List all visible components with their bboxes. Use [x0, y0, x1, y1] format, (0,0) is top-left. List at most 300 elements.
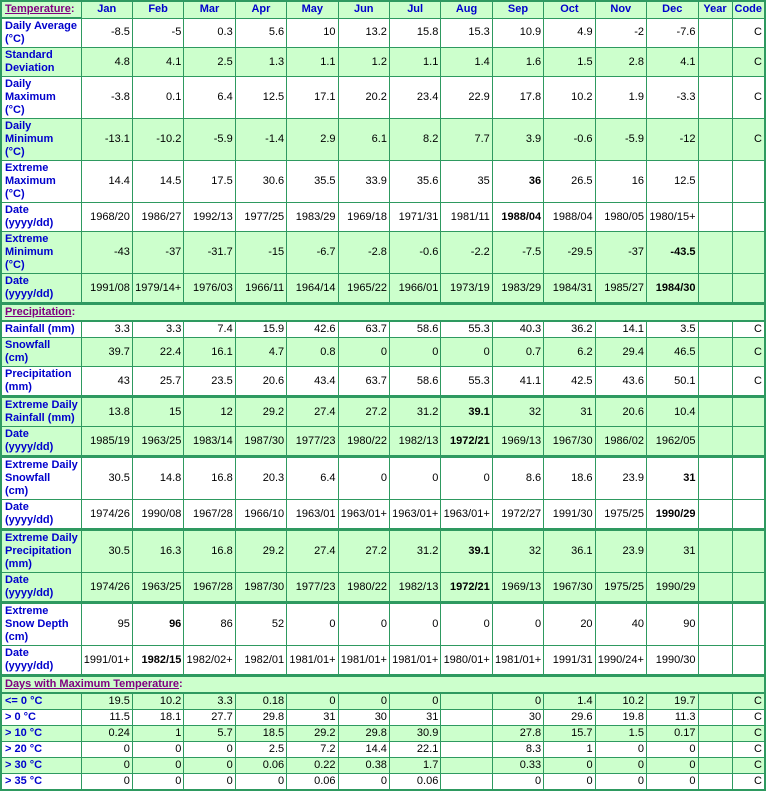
cell-snowfall-apr: 4.7 [235, 338, 286, 367]
cell-extreme-maximum-date-oct: 1988/04 [544, 203, 595, 232]
cell-days-gt-0-code: C [732, 710, 765, 726]
table-row [1, 603, 765, 646]
cell-snowfall-feb: 22.4 [132, 338, 183, 367]
cell-days-gt-30-feb: 0 [132, 758, 183, 774]
cell-days-le-0-nov: 10.2 [595, 693, 646, 710]
cell-extreme-daily-snowfall-nov: 23.9 [595, 457, 646, 500]
cell-days-le-0-dec: 19.7 [646, 693, 698, 710]
row-label-line: (cm) [5, 352, 29, 364]
cell-extreme-maximum-oct: 26.5 [544, 161, 595, 203]
table-row [1, 161, 765, 203]
cell-extreme-daily-rainfall-date-may: 1977/23 [287, 427, 338, 457]
cell-daily-average-jul: 15.8 [389, 18, 440, 48]
row-label-line: Date [5, 428, 29, 440]
cell-days-gt-35-year [698, 774, 732, 791]
cell-rainfall-mar: 7.4 [184, 321, 235, 338]
row-label-extreme-daily-rainfall [1, 397, 81, 427]
cell-extreme-minimum-date-aug: 1973/19 [441, 274, 492, 304]
cell-extreme-daily-precipitation-mar: 16.8 [184, 530, 235, 573]
cell-extreme-minimum-date-jun: 1965/22 [338, 274, 389, 304]
cell-extreme-snow-depth-date-dec: 1990/30 [646, 646, 698, 676]
cell-days-gt-30-jun: 0.38 [338, 758, 389, 774]
cell-precipitation-total-year [698, 367, 732, 397]
cell-extreme-daily-precipitation-date-mar: 1967/28 [184, 573, 235, 603]
cell-extreme-maximum-nov: 16 [595, 161, 646, 203]
cell-extreme-snow-depth-date-nov: 1990/24+ [595, 646, 646, 676]
cell-daily-minimum-feb: -10.2 [132, 119, 183, 161]
cell-extreme-snow-depth-jul: 0 [389, 603, 440, 646]
table-row [1, 367, 765, 397]
cell-daily-maximum-feb: 0.1 [132, 77, 183, 119]
cell-extreme-minimum-may: -6.7 [287, 232, 338, 274]
row-label-extreme-maximum [1, 161, 81, 203]
cell-extreme-snow-depth-date-jan: 1991/01+ [81, 646, 132, 676]
cell-extreme-minimum-date-mar: 1976/03 [184, 274, 235, 304]
cell-daily-average-dec: -7.6 [646, 18, 698, 48]
cell-extreme-daily-precipitation-dec: 31 [646, 530, 698, 573]
cell-extreme-minimum-feb: -37 [132, 232, 183, 274]
cell-extreme-daily-rainfall-date-code [732, 427, 765, 457]
row-label-line: (mm) [5, 381, 32, 393]
cell-days-le-0-jan: 19.5 [81, 693, 132, 710]
cell-daily-maximum-jun: 20.2 [338, 77, 389, 119]
row-label-line: Extreme Daily [5, 399, 78, 411]
row-label-line: Snowfall [5, 339, 51, 351]
cell-standard-deviation-may: 1.1 [287, 48, 338, 77]
cell-days-gt-10-may: 29.2 [287, 726, 338, 742]
cell-days-gt-10-sep: 27.8 [492, 726, 543, 742]
cell-extreme-daily-precipitation-date-nov: 1975/25 [595, 573, 646, 603]
row-label-line: Date [5, 501, 29, 513]
cell-extreme-daily-precipitation-sep: 32 [492, 530, 543, 573]
cell-extreme-daily-snowfall-date-oct: 1991/30 [544, 500, 595, 530]
cell-rainfall-nov: 14.1 [595, 321, 646, 338]
cell-daily-average-oct: 4.9 [544, 18, 595, 48]
cell-extreme-maximum-date-aug: 1981/11 [441, 203, 492, 232]
cell-standard-deviation-mar: 2.5 [184, 48, 235, 77]
cell-extreme-snow-depth-date-jul: 1981/01+ [389, 646, 440, 676]
section-title-colon: : [179, 678, 183, 690]
cell-extreme-daily-rainfall-oct: 31 [544, 397, 595, 427]
col-header-code: Code [732, 1, 765, 18]
cell-daily-minimum-may: 2.9 [287, 119, 338, 161]
cell-days-gt-0-oct: 29.6 [544, 710, 595, 726]
cell-extreme-snow-depth-date-mar: 1982/02+ [184, 646, 235, 676]
cell-extreme-minimum-date-jul: 1966/01 [389, 274, 440, 304]
cell-days-gt-10-nov: 1.5 [595, 726, 646, 742]
row-label-line: (°C) [5, 104, 25, 116]
cell-rainfall-sep: 40.3 [492, 321, 543, 338]
cell-extreme-maximum-sep: 36 [492, 161, 543, 203]
section-title-days-with-maximum-temperature[interactable] [5, 678, 183, 690]
cell-daily-maximum-nov: 1.9 [595, 77, 646, 119]
cell-days-gt-20-nov: 0 [595, 742, 646, 758]
cell-days-gt-20-oct: 1 [544, 742, 595, 758]
cell-extreme-minimum-date-dec: 1984/30 [646, 274, 698, 304]
cell-extreme-minimum-date-apr: 1966/11 [235, 274, 286, 304]
cell-extreme-snow-depth-feb: 96 [132, 603, 183, 646]
row-label-line: (yyyy/dd) [5, 660, 54, 672]
cell-days-gt-35-dec: 0 [646, 774, 698, 791]
cell-extreme-minimum-date-oct: 1984/31 [544, 274, 595, 304]
cell-extreme-daily-precipitation-may: 27.4 [287, 530, 338, 573]
section-title-temperature[interactable] [5, 3, 75, 15]
cell-extreme-daily-rainfall-may: 27.4 [287, 397, 338, 427]
cell-daily-average-apr: 5.6 [235, 18, 286, 48]
cell-extreme-maximum-mar: 17.5 [184, 161, 235, 203]
cell-extreme-daily-rainfall-date-apr: 1987/30 [235, 427, 286, 457]
cell-extreme-snow-depth-code [732, 603, 765, 646]
row-label-extreme-daily-precipitation-date [1, 573, 81, 603]
col-header-may: May [287, 1, 338, 18]
cell-daily-minimum-nov: -5.9 [595, 119, 646, 161]
table-row [1, 48, 765, 77]
row-label-line: Date [5, 275, 29, 287]
cell-precipitation-total-jun: 63.7 [338, 367, 389, 397]
cell-extreme-minimum-date-code [732, 274, 765, 304]
cell-days-gt-0-feb: 18.1 [132, 710, 183, 726]
table-row [1, 646, 765, 676]
table-row [1, 397, 765, 427]
cell-daily-average-nov: -2 [595, 18, 646, 48]
cell-days-gt-10-apr: 18.5 [235, 726, 286, 742]
row-label-days-gt-0 [1, 710, 81, 726]
cell-extreme-daily-rainfall-code [732, 397, 765, 427]
cell-days-gt-30-mar: 0 [184, 758, 235, 774]
cell-extreme-daily-rainfall-jul: 31.2 [389, 397, 440, 427]
cell-snowfall-mar: 16.1 [184, 338, 235, 367]
cell-extreme-daily-snowfall-date-feb: 1990/08 [132, 500, 183, 530]
row-label-line: > 0 °C [5, 711, 36, 723]
cell-days-gt-30-oct: 0 [544, 758, 595, 774]
cell-standard-deviation-feb: 4.1 [132, 48, 183, 77]
cell-precipitation-total-sep: 41.1 [492, 367, 543, 397]
cell-extreme-maximum-date-code [732, 203, 765, 232]
cell-days-gt-10-dec: 0.17 [646, 726, 698, 742]
cell-days-gt-35-jul: 0.06 [389, 774, 440, 791]
cell-precipitation-total-oct: 42.5 [544, 367, 595, 397]
cell-extreme-daily-precipitation-oct: 36.1 [544, 530, 595, 573]
cell-snowfall-nov: 29.4 [595, 338, 646, 367]
cell-daily-average-jan: -8.5 [81, 18, 132, 48]
row-label-line: > 30 °C [5, 759, 43, 771]
cell-extreme-maximum-aug: 35 [441, 161, 492, 203]
cell-standard-deviation-jan: 4.8 [81, 48, 132, 77]
cell-extreme-daily-snowfall-mar: 16.8 [184, 457, 235, 500]
cell-standard-deviation-dec: 4.1 [646, 48, 698, 77]
cell-days-gt-0-jul: 31 [389, 710, 440, 726]
col-header-dec: Dec [646, 1, 698, 18]
cell-days-gt-10-oct: 15.7 [544, 726, 595, 742]
table-row [1, 676, 765, 694]
table-row [1, 500, 765, 530]
cell-days-le-0-may: 0 [287, 693, 338, 710]
cell-extreme-maximum-date-sep: 1988/04 [492, 203, 543, 232]
row-label-daily-maximum [1, 77, 81, 119]
cell-extreme-maximum-date-dec: 1980/15+ [646, 203, 698, 232]
cell-days-gt-10-jan: 0.24 [81, 726, 132, 742]
table-row [1, 710, 765, 726]
cell-daily-maximum-jul: 23.4 [389, 77, 440, 119]
table-row [1, 774, 765, 791]
cell-extreme-minimum-jul: -0.6 [389, 232, 440, 274]
cell-extreme-daily-rainfall-date-jun: 1980/22 [338, 427, 389, 457]
row-label-extreme-daily-snowfall [1, 457, 81, 500]
row-label-line: (yyyy/dd) [5, 441, 54, 453]
col-header-apr: Apr [235, 1, 286, 18]
row-label-daily-average [1, 18, 81, 48]
table-row [1, 758, 765, 774]
cell-days-gt-35-sep: 0 [492, 774, 543, 791]
cell-daily-average-may: 10 [287, 18, 338, 48]
row-label-line: Precipitation [5, 368, 72, 380]
row-label-line: Extreme Daily [5, 459, 78, 471]
row-label-line: (yyyy/dd) [5, 217, 54, 229]
cell-extreme-maximum-date-jul: 1971/31 [389, 203, 440, 232]
row-label-line: (yyyy/dd) [5, 288, 54, 300]
cell-days-gt-30-aug [441, 758, 492, 774]
section-title-colon: : [70, 3, 75, 15]
row-label-line: (°C) [5, 33, 25, 45]
cell-extreme-maximum-date-apr: 1977/25 [235, 203, 286, 232]
cell-days-gt-30-sep: 0.33 [492, 758, 543, 774]
cell-days-le-0-jun: 0 [338, 693, 389, 710]
row-label-days-gt-35 [1, 774, 81, 791]
row-label-daily-minimum [1, 119, 81, 161]
section-header-days-with-maximum-temperature [1, 676, 765, 694]
table-row [1, 457, 765, 500]
cell-days-gt-20-code: C [732, 742, 765, 758]
cell-standard-deviation-code: C [732, 48, 765, 77]
table-row [1, 232, 765, 274]
cell-days-gt-30-year [698, 758, 732, 774]
cell-days-gt-20-year [698, 742, 732, 758]
cell-days-gt-10-jul: 30.9 [389, 726, 440, 742]
table-row [1, 274, 765, 304]
row-label-days-gt-30 [1, 758, 81, 774]
cell-days-gt-10-jun: 29.8 [338, 726, 389, 742]
cell-extreme-daily-rainfall-date-aug: 1972/21 [441, 427, 492, 457]
cell-extreme-maximum-code [732, 161, 765, 203]
cell-extreme-snow-depth-nov: 40 [595, 603, 646, 646]
cell-days-gt-30-may: 0.22 [287, 758, 338, 774]
cell-daily-minimum-jul: 8.2 [389, 119, 440, 161]
cell-extreme-minimum-date-jan: 1991/08 [81, 274, 132, 304]
row-label-extreme-daily-snowfall-date [1, 500, 81, 530]
cell-extreme-snow-depth-year [698, 603, 732, 646]
cell-extreme-daily-rainfall-sep: 32 [492, 397, 543, 427]
cell-extreme-maximum-jan: 14.4 [81, 161, 132, 203]
cell-extreme-daily-precipitation-code [732, 530, 765, 573]
row-label-extreme-maximum-date [1, 203, 81, 232]
table-row [1, 530, 765, 573]
cell-extreme-snow-depth-date-oct: 1991/31 [544, 646, 595, 676]
cell-daily-maximum-apr: 12.5 [235, 77, 286, 119]
cell-extreme-minimum-mar: -31.7 [184, 232, 235, 274]
cell-extreme-snow-depth-date-aug: 1980/01+ [441, 646, 492, 676]
cell-extreme-daily-snowfall-date-year [698, 500, 732, 530]
cell-extreme-daily-snowfall-apr: 20.3 [235, 457, 286, 500]
col-header-nov: Nov [595, 1, 646, 18]
cell-days-gt-0-dec: 11.3 [646, 710, 698, 726]
cell-extreme-daily-snowfall-date-jul: 1963/01+ [389, 500, 440, 530]
cell-daily-average-year [698, 18, 732, 48]
row-label-line: Maximum [5, 175, 56, 187]
cell-days-le-0-jul: 0 [389, 693, 440, 710]
col-header-aug: Aug [441, 1, 492, 18]
cell-extreme-daily-precipitation-date-sep: 1969/13 [492, 573, 543, 603]
table-row [1, 203, 765, 232]
cell-days-gt-35-feb: 0 [132, 774, 183, 791]
row-label-line: > 20 °C [5, 743, 43, 755]
cell-extreme-daily-rainfall-date-mar: 1983/14 [184, 427, 235, 457]
cell-extreme-snow-depth-oct: 20 [544, 603, 595, 646]
cell-extreme-daily-precipitation-date-jan: 1974/26 [81, 573, 132, 603]
cell-extreme-maximum-date-nov: 1980/05 [595, 203, 646, 232]
row-label-line: (cm) [5, 485, 29, 497]
section-title-text: Precipitation [5, 306, 72, 318]
cell-extreme-daily-precipitation-apr: 29.2 [235, 530, 286, 573]
cell-snowfall-jul: 0 [389, 338, 440, 367]
cell-extreme-daily-snowfall-date-jun: 1963/01+ [338, 500, 389, 530]
cell-daily-minimum-mar: -5.9 [184, 119, 235, 161]
cell-days-gt-35-oct: 0 [544, 774, 595, 791]
cell-daily-minimum-code: C [732, 119, 765, 161]
cell-days-gt-20-apr: 2.5 [235, 742, 286, 758]
table-row [1, 18, 765, 48]
cell-extreme-minimum-date-may: 1964/14 [287, 274, 338, 304]
table-row [1, 119, 765, 161]
col-header-sep: Sep [492, 1, 543, 18]
cell-extreme-maximum-feb: 14.5 [132, 161, 183, 203]
row-label-line: Rainfall (mm) [5, 323, 75, 335]
col-header-feb: Feb [132, 1, 183, 18]
section-title-precipitation[interactable] [5, 306, 75, 318]
cell-extreme-daily-precipitation-date-apr: 1987/30 [235, 573, 286, 603]
cell-days-gt-0-aug [441, 710, 492, 726]
cell-extreme-maximum-date-year [698, 203, 732, 232]
table-row [1, 726, 765, 742]
cell-extreme-daily-rainfall-date-oct: 1967/30 [544, 427, 595, 457]
cell-extreme-daily-rainfall-date-year [698, 427, 732, 457]
section-header-temperature [1, 1, 81, 18]
cell-precipitation-total-dec: 50.1 [646, 367, 698, 397]
cell-standard-deviation-apr: 1.3 [235, 48, 286, 77]
cell-extreme-daily-precipitation-date-code [732, 573, 765, 603]
cell-snowfall-year [698, 338, 732, 367]
cell-extreme-maximum-dec: 12.5 [646, 161, 698, 203]
cell-extreme-minimum-year [698, 232, 732, 274]
cell-days-le-0-aug [441, 693, 492, 710]
cell-snowfall-jun: 0 [338, 338, 389, 367]
row-label-line: Snow Depth [5, 618, 69, 630]
cell-extreme-snow-depth-date-jun: 1981/01+ [338, 646, 389, 676]
cell-daily-maximum-jan: -3.8 [81, 77, 132, 119]
section-title-text: Temperature [5, 3, 71, 15]
cell-extreme-daily-snowfall-date-code [732, 500, 765, 530]
cell-standard-deviation-jun: 1.2 [338, 48, 389, 77]
row-label-line: Maximum [5, 91, 56, 103]
cell-extreme-maximum-date-jun: 1969/18 [338, 203, 389, 232]
row-label-rainfall [1, 321, 81, 338]
cell-precipitation-total-mar: 23.5 [184, 367, 235, 397]
cell-extreme-snow-depth-apr: 52 [235, 603, 286, 646]
cell-days-gt-0-may: 31 [287, 710, 338, 726]
cell-snowfall-sep: 0.7 [492, 338, 543, 367]
cell-daily-minimum-apr: -1.4 [235, 119, 286, 161]
cell-extreme-daily-snowfall-jun: 0 [338, 457, 389, 500]
cell-snowfall-jan: 39.7 [81, 338, 132, 367]
cell-days-gt-0-jan: 11.5 [81, 710, 132, 726]
cell-days-gt-30-dec: 0 [646, 758, 698, 774]
cell-extreme-daily-rainfall-nov: 20.6 [595, 397, 646, 427]
cell-days-gt-35-jan: 0 [81, 774, 132, 791]
table-row [1, 1, 765, 18]
cell-extreme-maximum-may: 35.5 [287, 161, 338, 203]
cell-extreme-minimum-oct: -29.5 [544, 232, 595, 274]
cell-days-le-0-mar: 3.3 [184, 693, 235, 710]
row-label-line: (°C) [5, 146, 25, 158]
cell-daily-average-aug: 15.3 [441, 18, 492, 48]
cell-extreme-daily-snowfall-feb: 14.8 [132, 457, 183, 500]
cell-extreme-snow-depth-date-may: 1981/01+ [287, 646, 338, 676]
cell-days-le-0-sep: 0 [492, 693, 543, 710]
cell-days-gt-10-feb: 1 [132, 726, 183, 742]
cell-standard-deviation-nov: 2.8 [595, 48, 646, 77]
cell-precipitation-total-jul: 58.6 [389, 367, 440, 397]
cell-extreme-daily-rainfall-dec: 10.4 [646, 397, 698, 427]
cell-extreme-snow-depth-jun: 0 [338, 603, 389, 646]
cell-rainfall-aug: 55.3 [441, 321, 492, 338]
cell-extreme-daily-rainfall-date-dec: 1962/05 [646, 427, 698, 457]
cell-daily-maximum-code: C [732, 77, 765, 119]
cell-extreme-minimum-date-feb: 1979/14+ [132, 274, 183, 304]
cell-extreme-snow-depth-jan: 95 [81, 603, 132, 646]
cell-standard-deviation-sep: 1.6 [492, 48, 543, 77]
cell-rainfall-jul: 58.6 [389, 321, 440, 338]
table-row [1, 693, 765, 710]
row-label-line: Snowfall [5, 472, 51, 484]
cell-extreme-maximum-date-may: 1983/29 [287, 203, 338, 232]
row-label-line: > 35 °C [5, 775, 43, 787]
cell-extreme-maximum-jul: 35.6 [389, 161, 440, 203]
row-label-days-gt-20 [1, 742, 81, 758]
row-label-line: Extreme [5, 162, 49, 174]
cell-extreme-maximum-apr: 30.6 [235, 161, 286, 203]
cell-extreme-daily-rainfall-year [698, 397, 732, 427]
cell-extreme-daily-precipitation-feb: 16.3 [132, 530, 183, 573]
cell-days-gt-0-sep: 30 [492, 710, 543, 726]
cell-daily-average-code: C [732, 18, 765, 48]
climate-table-body [1, 1, 765, 790]
cell-extreme-daily-precipitation-date-jul: 1982/13 [389, 573, 440, 603]
row-label-days-le-0 [1, 693, 81, 710]
cell-extreme-daily-rainfall-date-nov: 1986/02 [595, 427, 646, 457]
row-label-line: Extreme Daily [5, 532, 78, 544]
cell-days-gt-0-year [698, 710, 732, 726]
cell-days-gt-35-nov: 0 [595, 774, 646, 791]
cell-daily-average-jun: 13.2 [338, 18, 389, 48]
cell-extreme-daily-snowfall-date-aug: 1963/01+ [441, 500, 492, 530]
cell-days-gt-30-jan: 0 [81, 758, 132, 774]
cell-extreme-snow-depth-date-sep: 1981/01+ [492, 646, 543, 676]
cell-extreme-daily-snowfall-date-apr: 1966/10 [235, 500, 286, 530]
cell-rainfall-jan: 3.3 [81, 321, 132, 338]
row-label-extreme-daily-rainfall-date [1, 427, 81, 457]
cell-days-le-0-year [698, 693, 732, 710]
cell-rainfall-year [698, 321, 732, 338]
cell-extreme-daily-rainfall-date-jan: 1985/19 [81, 427, 132, 457]
